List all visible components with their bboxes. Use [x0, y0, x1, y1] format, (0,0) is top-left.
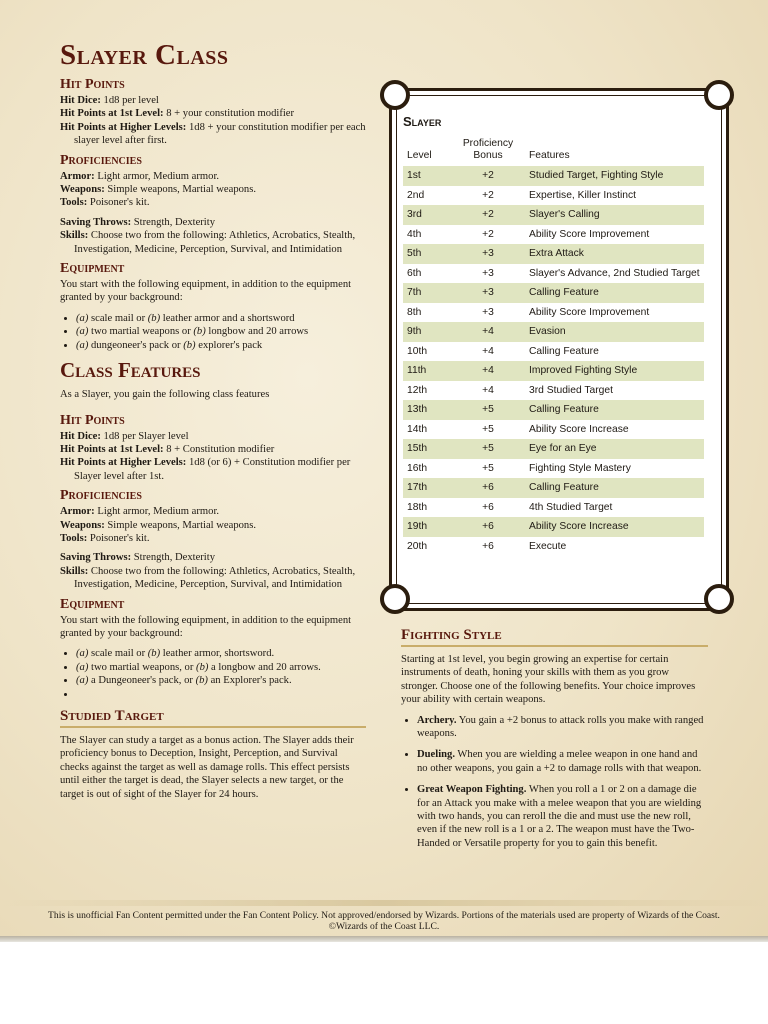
option-b: (b)	[147, 312, 161, 324]
item-text: scale mail or	[88, 648, 148, 660]
studied-target-heading: Studied Target	[60, 707, 366, 728]
cell-features: Calling Feature	[525, 283, 704, 303]
cell-level: 10th	[407, 345, 428, 357]
cell-features: Calling Feature	[529, 345, 599, 357]
item-text: scale mail or	[88, 312, 148, 324]
cell-proficiency: +4	[451, 322, 525, 342]
cell-features: Ability Score Improvement	[529, 228, 650, 240]
list-item	[417, 748, 708, 775]
hit-points-block	[60, 94, 366, 148]
line-label: Hit Dice:	[60, 95, 101, 106]
list-item	[76, 325, 366, 338]
table-row	[403, 244, 704, 264]
table-row	[403, 517, 704, 537]
line-label: Armor:	[60, 170, 95, 182]
line-label: Saving Throws:	[60, 552, 132, 564]
list-item-empty	[76, 688, 366, 701]
line-text: Choose two from the following: Athletics, Acrobatics, Stealth, Investigation, Medicine, Perception, Survival, and Intimidation	[74, 565, 356, 591]
cell-features: 4th Studied Target	[529, 501, 613, 513]
line-label: Hit Points at Higher Levels:	[60, 121, 187, 133]
hit-points-heading-2: Hit Points	[60, 412, 125, 428]
table-row	[403, 439, 704, 459]
studied-target-text: The Slayer can study a target as a bonus action. The Slayer adds their proficiency bonus to Deception, Insight, Perception, and Survival checks against the target as well as damage rolls. This effect persists until either the target is dead, the Slayer selects a new target, or the target is out of sight of the Slayer for 24 hours.	[60, 735, 354, 800]
list-item	[76, 661, 366, 674]
cell-level: 12th	[407, 384, 428, 396]
table-body	[403, 166, 704, 556]
table-row	[403, 478, 704, 498]
line-text: Strength, Dexterity	[131, 216, 215, 228]
cell-level: 11th	[403, 361, 451, 381]
cell-proficiency: +6	[482, 501, 494, 513]
class-features-heading: Class Features	[60, 358, 201, 383]
cell-features: Extra Attack	[525, 244, 704, 264]
table-row	[403, 361, 704, 381]
equipment-list	[60, 312, 366, 352]
weapons-line	[60, 183, 366, 196]
page-edge-shadow	[0, 936, 768, 942]
item-text: leather armor and a shortsword	[160, 312, 295, 324]
cell-level: 9th	[403, 322, 451, 342]
option-b: (b)	[193, 326, 206, 338]
legal-footer: This is unofficial Fan Content permitted under the Fan Content Policy. Not approved/endorsed by Wizards. Portions of the materials used are property of Wizards of the Coast. ©Wizards of the Coast LLC.	[48, 910, 720, 932]
table-row	[403, 498, 704, 518]
page-title: Slayer Class	[60, 39, 229, 71]
line-label: Weapons:	[60, 184, 105, 196]
option-a: (a)	[76, 648, 89, 660]
line-text: 1d8 + your constitution modifier per each slayer level after first.	[74, 121, 366, 147]
item-text: two martial weapons, or	[88, 661, 197, 673]
footer-divider	[0, 900, 768, 906]
option-a: (a)	[76, 675, 89, 687]
cell-proficiency: +4	[451, 361, 525, 381]
item-text: an Explorer's pack.	[207, 675, 292, 687]
equipment-intro: You start with the following equipment, in addition to the equipment granted by your background:	[60, 614, 352, 639]
column-header-proficiency: Proficiency Bonus	[462, 138, 514, 161]
line-label: Hit Points at Higher Levels:	[60, 457, 187, 469]
cell-features: Fighting Style Mastery	[529, 462, 631, 474]
line-label: Saving Throws:	[60, 216, 132, 228]
cell-proficiency: +4	[482, 345, 494, 357]
table-row	[403, 205, 704, 225]
tools-line	[60, 196, 366, 209]
option-name: Great Weapon Fighting.	[417, 784, 527, 796]
cell-level: 16th	[407, 462, 428, 474]
line-label: Hit Dice:	[60, 430, 101, 442]
line-label: Skills:	[60, 565, 89, 577]
line-text: Choose two from the following: Athletics, Acrobatics, Stealth, Investigation, Medicine, Perception, Survival, and Intimidation	[74, 230, 356, 255]
cell-features: Expertise, Killer Instinct	[529, 189, 637, 201]
cell-level: 4th	[407, 228, 422, 240]
table-row	[403, 400, 704, 420]
cell-proficiency: +3	[451, 283, 525, 303]
hit-points-heading: Hit Points	[60, 77, 125, 92]
line-text: 1d8 (or 6) + Constitution modifier per Slayer level after 1st.	[74, 457, 351, 482]
list-item	[76, 647, 366, 660]
line-text: Simple weapons, Martial weapons.	[104, 519, 256, 531]
line-label: Tools:	[60, 197, 88, 209]
line-text: Strength, Dexterity	[131, 552, 215, 564]
frame-corner-ornament-icon	[380, 584, 410, 614]
saving-throws-line	[60, 216, 366, 229]
line-text: 1d8 per Slayer level	[100, 430, 189, 442]
column-header-features: Features	[529, 150, 570, 161]
line-text: 1d8 per level	[100, 95, 159, 106]
table-title: Slayer	[403, 114, 442, 129]
cell-proficiency: +2	[451, 205, 525, 225]
option-b: (b)	[195, 675, 208, 687]
left-column	[60, 38, 366, 801]
cell-features: Execute	[529, 540, 567, 552]
line-text: 8 + your constitution modifier	[163, 108, 295, 120]
option-a: (a)	[76, 326, 89, 338]
tools-line	[60, 532, 366, 545]
cell-proficiency: +6	[451, 517, 525, 537]
cell-proficiency: +5	[482, 423, 494, 435]
spacer	[60, 402, 366, 408]
frame-corner-ornament-icon	[704, 584, 734, 614]
line-text: 8 + Constitution modifier	[163, 443, 275, 455]
saving-throws-line	[60, 551, 366, 564]
hp-first-level-line	[60, 443, 366, 456]
class-features-intro: As a Slayer, you gain the following class features	[60, 389, 270, 401]
cell-features: Ability Score Increase	[525, 517, 704, 537]
option-a: (a)	[76, 312, 89, 324]
item-text: a Dungeoneer's pack, or	[88, 675, 196, 687]
cell-features: Ability Score Increase	[529, 423, 629, 435]
cell-level: 1st	[403, 166, 451, 186]
item-text: longbow and 20 arrows	[205, 326, 309, 338]
cell-level: 5th	[403, 244, 451, 264]
item-text: explorer's pack	[195, 339, 263, 351]
cell-proficiency: +2	[482, 228, 494, 240]
cell-proficiency: +5	[482, 462, 494, 474]
hp-higher-levels-line	[60, 121, 366, 148]
table-row	[403, 420, 704, 440]
column-header-level: Level	[407, 150, 432, 161]
cell-proficiency: +3	[482, 306, 494, 318]
cell-proficiency: +5	[451, 439, 525, 459]
line-text: Simple weapons, Martial weapons.	[104, 184, 256, 196]
armor-line	[60, 170, 366, 183]
weapons-line	[60, 519, 366, 532]
table-row	[403, 166, 704, 186]
cell-features: Eye for an Eye	[525, 439, 704, 459]
line-text: Light armor, Medium armor.	[94, 506, 220, 518]
cell-features: Studied Target, Fighting Style	[525, 166, 704, 186]
table-row	[403, 186, 704, 206]
cell-level: 15th	[403, 439, 451, 459]
option-text: You gain a +2 bonus to attack rolls you make with ranged weapons.	[417, 714, 704, 740]
option-b: (b)	[147, 648, 161, 660]
table-row	[403, 264, 704, 284]
hp-higher-levels-line	[60, 456, 366, 483]
cell-proficiency: +6	[451, 478, 525, 498]
cell-features: Evasion	[525, 322, 704, 342]
line-label: Skills:	[60, 230, 89, 242]
proficiencies-heading: Proficiencies	[60, 152, 142, 168]
right-column	[401, 620, 708, 858]
cell-proficiency: +5	[451, 400, 525, 420]
table-row	[403, 303, 704, 323]
list-item	[76, 312, 366, 325]
cell-level: 7th	[403, 283, 451, 303]
frame-corner-ornament-icon	[380, 80, 410, 110]
cell-features: Slayer's Advance, 2nd Studied Target	[529, 267, 700, 279]
item-text: dungeoneer's pack or	[88, 339, 184, 351]
cell-level: 8th	[407, 306, 422, 318]
proficiencies-heading-2: Proficiencies	[60, 488, 142, 504]
fighting-style-intro: Starting at 1st level, you begin growing an expertise for certain instruments of death, honing your skills with them as you grow stronger. Choose one of the following benefits. Your choice improves your ability with certain weapons.	[401, 654, 696, 706]
option-b: (b)	[183, 339, 196, 351]
cell-level: 14th	[407, 423, 428, 435]
line-text: Light armor, Medium armor.	[94, 170, 220, 182]
line-label: Tools:	[60, 532, 88, 544]
table-row	[403, 381, 704, 401]
cell-level: 2nd	[407, 189, 425, 201]
equipment-heading: Equipment	[60, 261, 125, 277]
fighting-style-heading: Fighting Style	[401, 626, 708, 647]
line-text: Poisoner's kit.	[87, 197, 150, 209]
option-text: When you roll a 1 or 2 on a damage die for an Attack you make with a melee weapon that you are wielding with two hands, you can reroll the die and must use the new roll, even if the new roll is a 1 or a 2. The weapon must have the Two-Handed or Versatile property for you to gain this benefit.	[417, 784, 702, 849]
option-a: (a)	[76, 339, 89, 351]
cell-proficiency: +6	[482, 540, 494, 552]
cell-level: 13th	[403, 400, 451, 420]
hit-dice-line	[60, 94, 366, 107]
equipment-intro: You start with the following equipment, in addition to the equipment granted by your background:	[60, 279, 352, 304]
cell-features: 3rd Studied Target	[529, 384, 613, 396]
frame-corner-ornament-icon	[704, 80, 734, 110]
table-row	[403, 459, 704, 479]
class-progression-table	[403, 138, 704, 556]
item-text: leather armor, shortsword.	[160, 648, 275, 660]
skills-line	[60, 229, 366, 256]
skills-line	[60, 565, 366, 592]
option-text: When you are wielding a melee weapon in one hand and no other weapons, you gain a +2 to damage rolls with that weapon.	[417, 749, 702, 774]
line-label: Hit Points at 1st Level:	[60, 108, 164, 120]
table-row	[403, 283, 704, 303]
line-label: Weapons:	[60, 519, 105, 531]
cell-level: 17th	[403, 478, 451, 498]
table-row	[403, 225, 704, 245]
cell-features: Slayer's Calling	[525, 205, 704, 225]
cell-features: Calling Feature	[525, 400, 704, 420]
cell-level: 19th	[403, 517, 451, 537]
list-item	[417, 783, 708, 850]
hit-dice-line	[60, 430, 366, 443]
cell-level: 6th	[407, 267, 422, 279]
table-row	[403, 322, 704, 342]
line-label: Armor:	[60, 506, 95, 518]
cell-features: Ability Score Improvement	[529, 306, 650, 318]
option-b: (b)	[196, 661, 209, 673]
equipment-heading-2: Equipment	[60, 596, 125, 612]
list-item	[417, 714, 708, 741]
option-a: (a)	[76, 661, 89, 673]
item-text: two martial weapons or	[88, 326, 194, 338]
table-header-row	[403, 138, 704, 166]
cell-level: 3rd	[403, 205, 451, 225]
list-item	[76, 674, 366, 687]
cell-proficiency: +3	[451, 244, 525, 264]
option-name: Dueling.	[417, 749, 455, 761]
table-row	[403, 342, 704, 362]
option-name: Archery.	[417, 714, 457, 726]
equipment-list	[60, 647, 366, 701]
cell-features: Improved Fighting Style	[525, 361, 704, 381]
armor-line	[60, 505, 366, 518]
line-label: Hit Points at 1st Level:	[60, 443, 164, 455]
table-row	[403, 537, 704, 557]
cell-level: 20th	[407, 540, 428, 552]
cell-proficiency: +3	[482, 267, 494, 279]
cell-proficiency: +2	[451, 166, 525, 186]
cell-features: Calling Feature	[525, 478, 704, 498]
cell-level: 18th	[407, 501, 428, 513]
cell-proficiency: +2	[482, 189, 494, 201]
item-text: a longbow and 20 arrows.	[208, 661, 321, 673]
fighting-style-options	[401, 714, 708, 851]
cell-proficiency: +4	[482, 384, 494, 396]
line-text: Poisoner's kit.	[87, 532, 150, 544]
list-item	[76, 339, 366, 352]
hp-first-level-line	[60, 107, 366, 120]
